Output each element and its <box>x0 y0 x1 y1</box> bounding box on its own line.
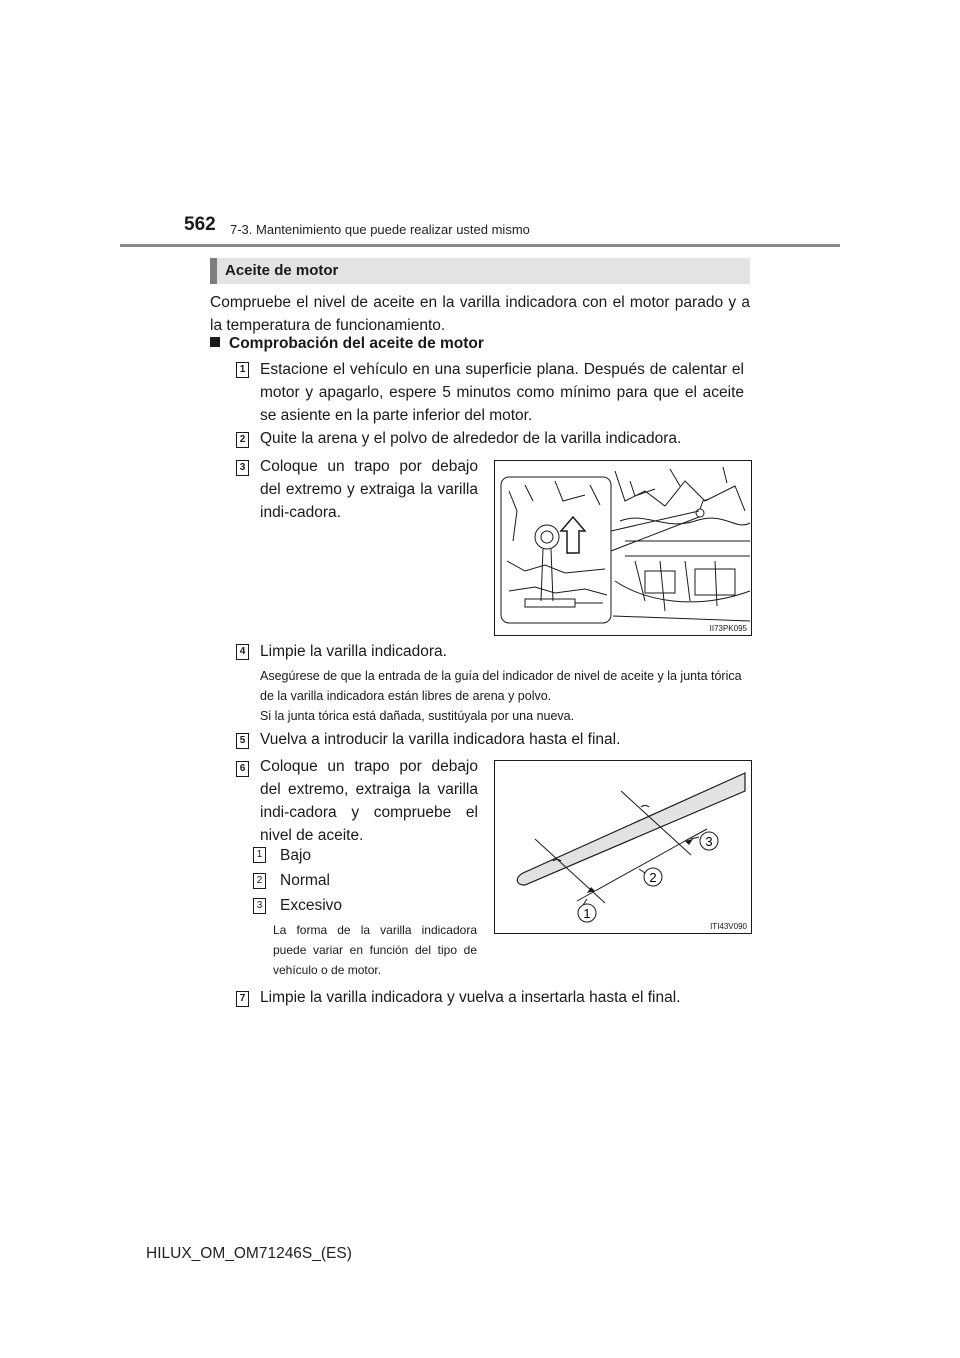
step-6-text: Coloque un trapo por debajo del extremo, extraiga la varilla indi-cadora y compruebe el nivel de aceite. <box>260 758 478 844</box>
section-accent <box>210 258 217 284</box>
level-label-normal: Normal <box>280 872 330 889</box>
step-4-text: Limpie la varilla indicadora. <box>260 643 447 660</box>
level-number-3: 3 <box>253 898 266 914</box>
step-5-text: Vuelva a introducir la varilla indicadora hasta el final. <box>260 731 621 748</box>
page-number: 562 <box>184 214 216 235</box>
intro-paragraph: Compruebe el nivel de aceite en la varilla indicadora con el motor parado y a la temperatura de funcionamiento. <box>210 294 750 334</box>
level-number-2: 2 <box>253 873 266 889</box>
engine-compartment-figure <box>494 460 752 636</box>
step-number-5: 5 <box>236 733 249 749</box>
step-number-7: 7 <box>236 991 249 1007</box>
engine-illustration <box>495 461 751 635</box>
callout-1: 1 <box>583 906 591 921</box>
step-3-text: Coloque un trapo por debajo del extremo y extraiga la varilla indi-cadora. <box>260 458 478 521</box>
level-label-low: Bajo <box>280 847 312 864</box>
step-6-note: La forma de la varilla indicadora puede variar en función del tipo de vehículo o de motor. <box>273 923 477 977</box>
header-divider <box>120 244 840 247</box>
section-title-bar <box>210 258 750 284</box>
step-number-4: 4 <box>236 644 249 660</box>
figure-code: II73PK095 <box>709 624 747 633</box>
section-title: Aceite de motor <box>225 262 339 279</box>
step-1-text: Estacione el vehículo en una superficie plana. Después de calentar el motor y apagarlo, espere 5 minutos como mínimo para que el aceite se asiente en la parte inferior del motor. <box>260 361 744 424</box>
figure-code: ITI43V090 <box>710 922 747 931</box>
subsection-heading <box>210 335 484 353</box>
step-number-2: 2 <box>236 432 249 448</box>
step-number-6: 6 <box>236 761 249 777</box>
callout-2: 2 <box>649 870 657 885</box>
dipstick-figure <box>494 760 752 934</box>
subsection-title: Comprobación del aceite de motor <box>229 335 484 352</box>
step-2-text: Quite la arena y el polvo de alrededor de la varilla indicadora. <box>260 430 682 447</box>
step-7-text: Limpie la varilla indicadora y vuelva a insertarla hasta el final. <box>260 989 681 1006</box>
chapter-title: 7-3. Mantenimiento que puede realizar usted mismo <box>230 222 530 237</box>
step-4-note: Asegúrese de que la entrada de la guía del indicador de nivel de aceite y la junta tórica de la varilla indicadora están libres de arena y polvo. <box>260 669 742 703</box>
dipstick-illustration <box>495 761 751 933</box>
step-number-1: 1 <box>236 362 249 378</box>
document-footer: HILUX_OM_OM71246S_(ES) <box>146 1245 352 1262</box>
step-number-3: 3 <box>236 460 249 476</box>
level-label-excess: Excesivo <box>280 897 343 914</box>
square-bullet-icon <box>210 337 220 347</box>
callout-3: 3 <box>705 834 713 849</box>
level-number-1: 1 <box>253 847 266 863</box>
step-4-note-2: Si la junta tórica está dañada, sustitúyala por una nueva. <box>260 709 575 723</box>
